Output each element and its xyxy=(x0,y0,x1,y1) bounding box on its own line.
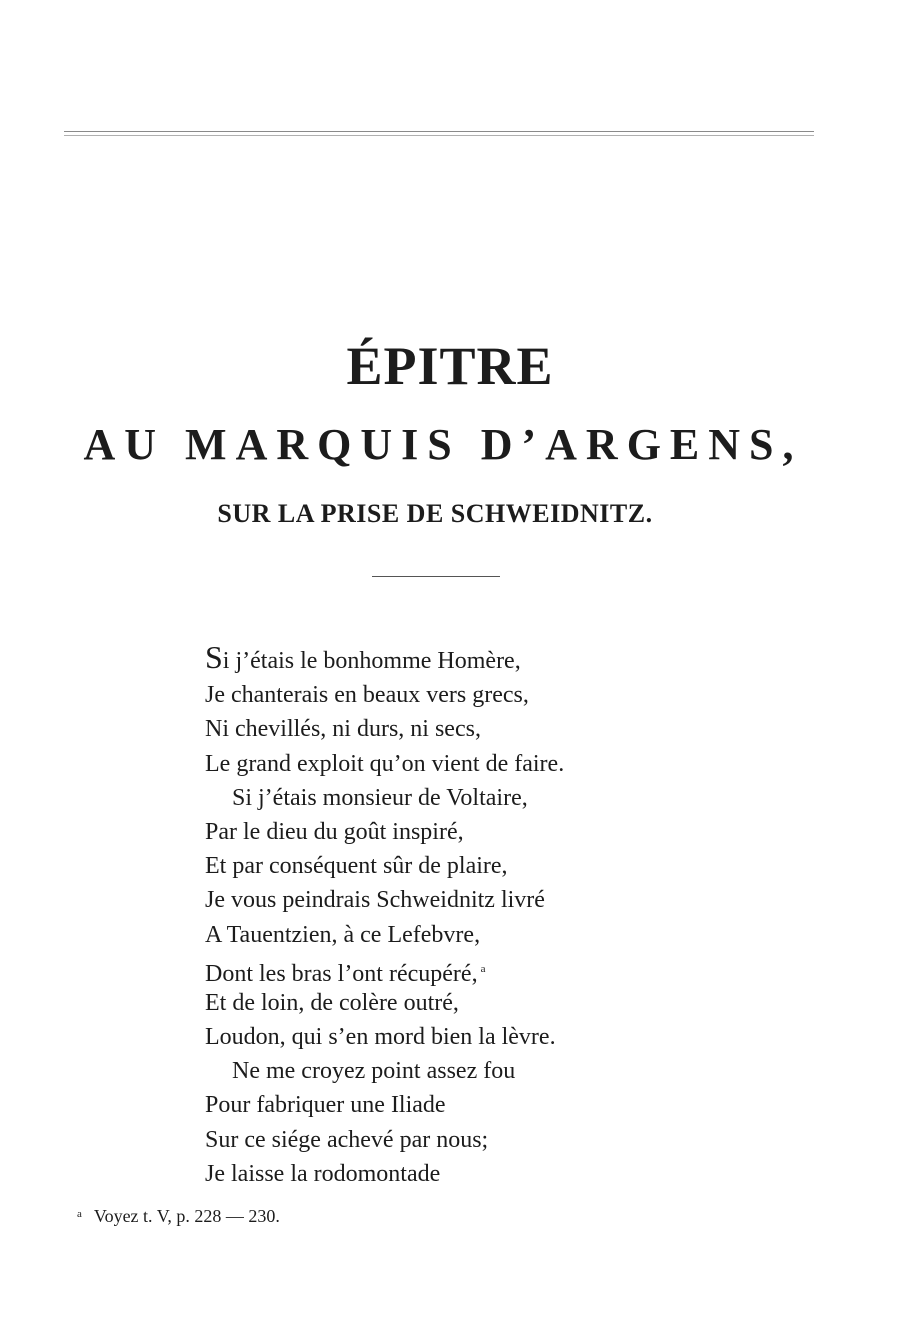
poem-line: Ne me croyez point assez fou xyxy=(232,1058,516,1085)
poem-line: Pour fabriquer une Iliade xyxy=(205,1092,446,1119)
poem-line xyxy=(205,952,825,986)
poem-line: Loudon, qui s’en mord bien la lèvre. xyxy=(205,1024,556,1051)
poem-line xyxy=(205,639,825,678)
poem-line-text: i j’étais le bonhomme Homère, xyxy=(222,648,521,674)
page-subsubtitle: SUR LA PRISE DE SCHWEIDNITZ. xyxy=(217,499,653,528)
footnote-text: Voyez t. V, p. 228 — 230. xyxy=(93,1206,280,1226)
poem-line: Ni chevillés, ni durs, ni secs, xyxy=(205,716,481,743)
top-rule-line-2 xyxy=(64,135,814,136)
footnote-reference[interactable]: a xyxy=(480,962,486,975)
poem-line: Je vous peindrais Schweidnitz livré xyxy=(205,887,545,914)
page-subtitle: AU MARQUIS D’ARGENS, xyxy=(83,420,803,469)
top-double-rule xyxy=(64,131,814,139)
footnote xyxy=(77,1206,280,1227)
poem-line: Le grand exploit qu’on vient de faire. xyxy=(205,750,565,777)
page-title: ÉPITRE xyxy=(346,336,554,396)
poem-line-text: Dont les bras l’ont récupéré, xyxy=(205,960,478,987)
drop-cap: S xyxy=(205,639,223,675)
footnote-mark: a xyxy=(77,1208,82,1220)
poem-line: Et de loin, de colère outré, xyxy=(205,989,459,1016)
top-rule-line-1 xyxy=(64,131,814,132)
title-divider xyxy=(372,576,500,577)
poem-line: Et par conséquent sûr de plaire, xyxy=(205,853,508,880)
poem-line: A Tauentzien, à ce Lefebvre, xyxy=(205,921,481,948)
poem-line: Je laisse la rodomontade xyxy=(205,1160,441,1187)
poem-line: Sur ce siége achevé par nous; xyxy=(205,1126,489,1153)
poem-line: Par le dieu du goût inspiré, xyxy=(205,818,464,845)
poem-body xyxy=(205,639,825,1191)
poem-line: Si j’étais monsieur de Voltaire, xyxy=(232,784,528,811)
poem-line: Je chanterais en beaux vers grecs, xyxy=(205,682,529,709)
